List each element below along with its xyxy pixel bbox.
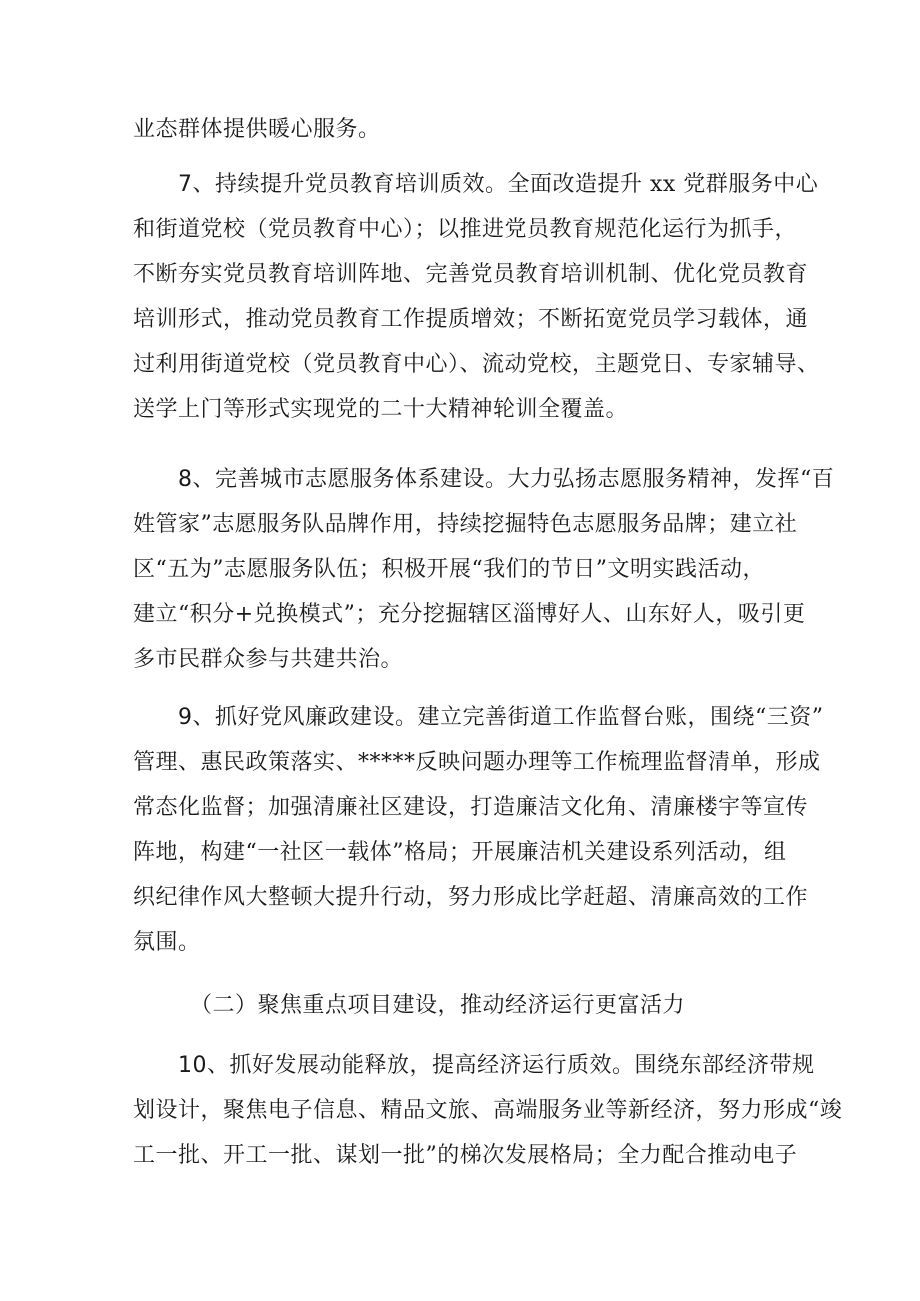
paragraph-9-line-3: 常态化监督；加强清廉社区建设，打造廉洁文化角、清廉楼宇等宣传 (133, 795, 809, 820)
paragraph-10-line-1: 10、抓好发展动能释放，提高经济运行质效。围绕东部经济带规 (178, 1053, 815, 1078)
paragraph-7-line-3: 不断夯实党员教育培训阵地、完善党员教育培训机制、优化党员教育 (133, 262, 809, 287)
paragraph-8-line-1: 8、完善城市志愿服务体系建设。大力弘扬志愿服务精神，发挥“百 (178, 467, 835, 492)
paragraph-7-line-5: 过利用街道党校（党员教育中心）、流动党校，主题党日、专家辅导、 (133, 352, 820, 377)
paragraph-7-line-1: 7、持续提升党员教育培训质效。全面改造提升 xx 党群服务中心 (178, 172, 819, 197)
item-number: 7 (178, 172, 193, 197)
paragraph-7-line-2: 和街道党校（党员教育中心）；以推进党员教育规范化运行为抓手， (133, 217, 798, 242)
paragraph-8-line-5: 多市民群众参与共建共治。 (133, 647, 404, 672)
item-number: 9 (178, 705, 193, 730)
item-number: 10 (178, 1053, 207, 1078)
paragraph-7-line-4: 培训形式，推动党员教育工作提质增效；不断拓宽党员学习载体，通 (133, 307, 809, 332)
paragraph-9-line-5: 织纪律作风大整顿大提升行动，努力形成比学赶超、清廉高效的工作 (133, 885, 809, 910)
section-heading: （二）聚焦重点项目建设，推动经济运行更富活力 (190, 993, 686, 1018)
paragraph-9-line-6: 氛围。 (133, 930, 201, 955)
paragraph-10-line-3: 工一批、开工一批、谋划一批”的梯次发展格局；全力配合推动电子 (133, 1143, 798, 1168)
paragraph-continuation-line: 业态群体提供暖心服务。 (133, 117, 381, 142)
item-number: 8 (178, 467, 193, 492)
paragraph-8-line-2: 姓管家”志愿服务队品牌作用，持续挖掘特色志愿服务品牌；建立社 (133, 512, 798, 537)
paragraph-8-line-4: 建立“积分+兑换模式”；充分挖掘辖区淄博好人、山东好人，吸引更 (133, 602, 806, 627)
paragraph-10-line-2: 划设计，聚焦电子信息、精品文旅、高端服务业等新经济，努力形成“竣 (133, 1098, 843, 1123)
paragraph-9-line-4: 阵地，构建“一社区一载体”格局；开展廉洁机关建设系列活动，组 (133, 840, 787, 865)
paragraph-9-line-2: 管理、惠民政策落实、*****反映问题办理等工作梳理监督清单，形成 (133, 750, 821, 775)
paragraph-7-line-6: 送学上门等形式实现党的二十大精神轮训全覆盖。 (133, 397, 629, 422)
paragraph-8-line-3: 区“五为”志愿服务队伍；积极开展“我们的节日”文明实践活动， (133, 557, 765, 582)
paragraph-9-line-1: 9、抓好党风廉政建设。建立完善街道工作监督台账，围绕“三资” (178, 705, 824, 730)
